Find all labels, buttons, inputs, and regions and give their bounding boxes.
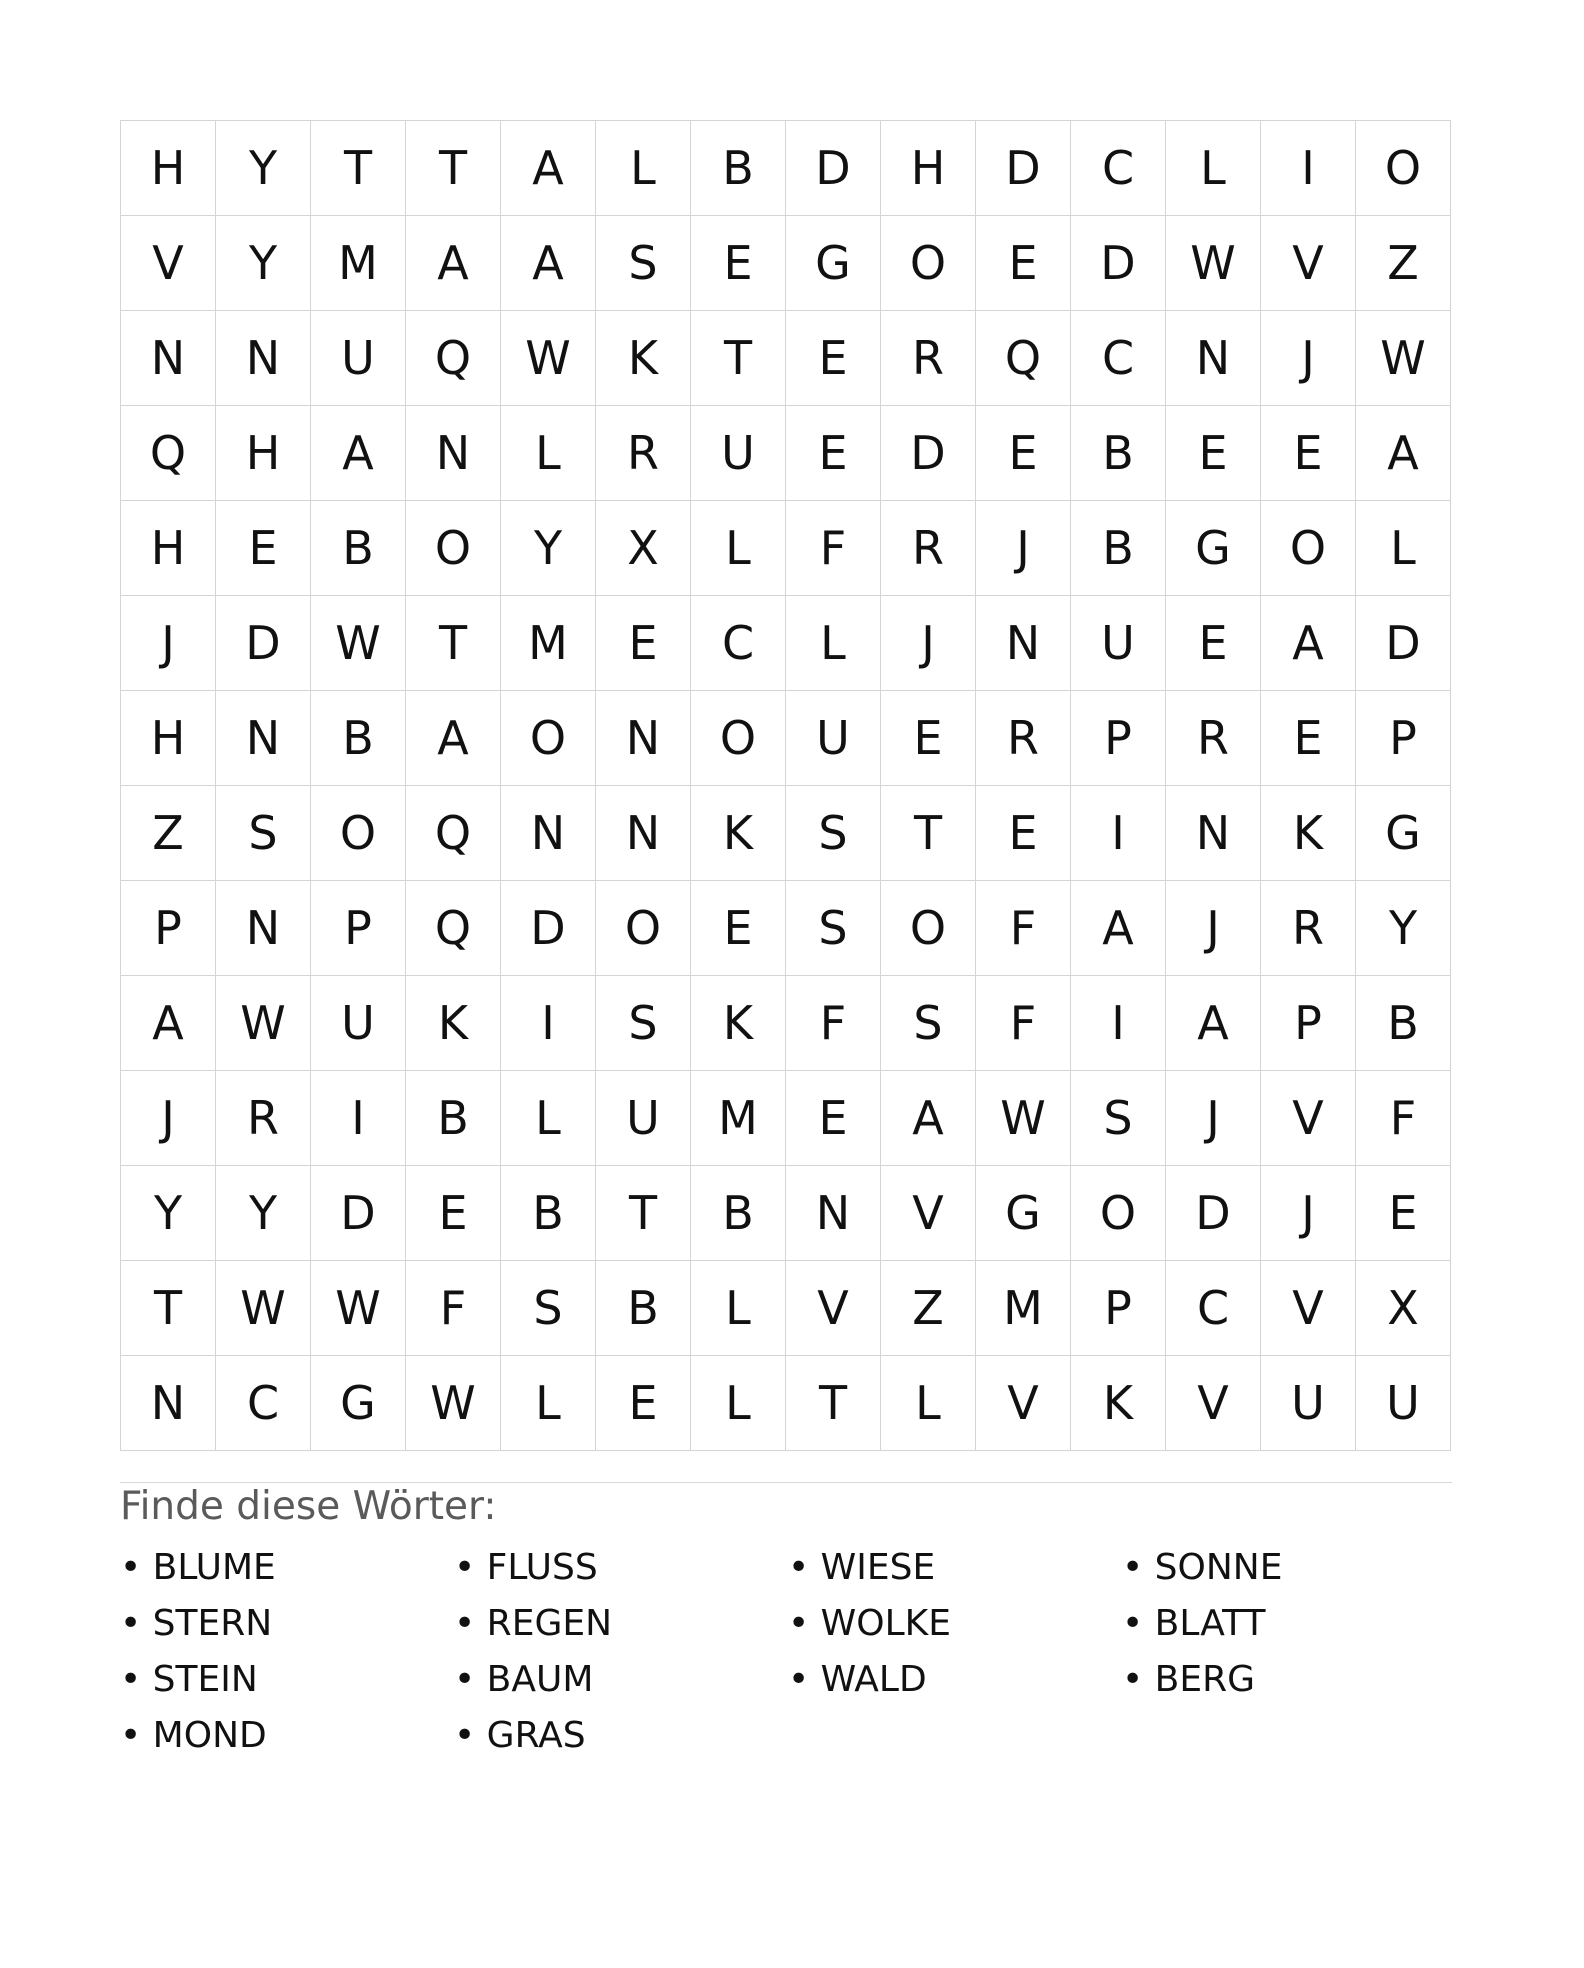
grid-cell[interactable]: B (691, 121, 786, 216)
grid-cell[interactable]: U (691, 406, 786, 501)
grid-cell[interactable]: T (881, 786, 976, 881)
grid-cell[interactable]: T (691, 311, 786, 406)
word-list-item: • BLUME (120, 1547, 276, 1588)
grid-cell[interactable]: J (1261, 1166, 1356, 1261)
word-list-item: • STEIN (120, 1659, 258, 1700)
grid-cell[interactable]: L (691, 1261, 786, 1356)
grid-cell[interactable]: I (1261, 121, 1356, 216)
grid-cell[interactable]: I (1071, 976, 1166, 1071)
grid-cell[interactable]: H (121, 691, 216, 786)
grid-cell[interactable]: H (121, 501, 216, 596)
grid-cell[interactable]: N (596, 691, 691, 786)
grid-cell[interactable]: S (881, 976, 976, 1071)
word-list-item: • BLATT (1122, 1603, 1266, 1644)
grid-cell[interactable]: B (1071, 406, 1166, 501)
grid-cell[interactable]: L (881, 1356, 976, 1451)
grid-cell[interactable]: V (1261, 1071, 1356, 1166)
grid-cell[interactable]: Y (501, 501, 596, 596)
grid-cell[interactable]: M (501, 596, 596, 691)
grid-cell[interactable]: N (501, 786, 596, 881)
grid-cell[interactable]: E (406, 1166, 501, 1261)
grid-cell[interactable]: Q (406, 881, 501, 976)
grid-cell[interactable]: U (311, 311, 406, 406)
grid-cell[interactable]: S (596, 976, 691, 1071)
grid-cell[interactable]: N (786, 1166, 881, 1261)
grid-cell[interactable]: C (691, 596, 786, 691)
word-list-item: • BAUM (454, 1659, 594, 1700)
grid-cell[interactable]: P (1071, 691, 1166, 786)
grid-cell[interactable]: N (121, 311, 216, 406)
grid-cell[interactable]: W (311, 596, 406, 691)
grid-cell[interactable]: Q (121, 406, 216, 501)
grid-cell[interactable]: J (1166, 1071, 1261, 1166)
word-list-item: • STERN (120, 1603, 273, 1644)
grid-cell[interactable]: F (976, 976, 1071, 1071)
grid-cell[interactable]: J (1261, 311, 1356, 406)
grid-cell[interactable]: E (1356, 1166, 1451, 1261)
grid-cell[interactable]: G (976, 1166, 1071, 1261)
grid-cell[interactable]: Y (216, 121, 311, 216)
grid-cell[interactable]: N (1166, 786, 1261, 881)
grid-cell[interactable]: D (501, 881, 596, 976)
grid-cell[interactable]: M (976, 1261, 1071, 1356)
word-list-item: • REGEN (454, 1603, 613, 1644)
grid-cell[interactable]: J (121, 1071, 216, 1166)
grid-cell[interactable]: G (1356, 786, 1451, 881)
grid-cell[interactable]: N (216, 311, 311, 406)
grid-cell[interactable]: P (121, 881, 216, 976)
grid-cell[interactable]: O (1356, 121, 1451, 216)
grid-cell[interactable]: R (216, 1071, 311, 1166)
grid-cell[interactable]: O (881, 216, 976, 311)
grid-cell[interactable]: Z (121, 786, 216, 881)
grid-cell[interactable]: B (501, 1166, 596, 1261)
grid-cell[interactable]: F (406, 1261, 501, 1356)
grid-cell[interactable]: R (976, 691, 1071, 786)
grid-cell[interactable]: Q (406, 786, 501, 881)
grid-cell[interactable]: O (596, 881, 691, 976)
grid-cell[interactable]: S (501, 1261, 596, 1356)
grid-cell[interactable]: E (691, 881, 786, 976)
grid-cell[interactable]: O (501, 691, 596, 786)
grid-cell[interactable]: W (216, 1261, 311, 1356)
grid-cell[interactable]: L (501, 406, 596, 501)
grid-cell[interactable]: E (1166, 596, 1261, 691)
grid-cell[interactable]: Y (216, 216, 311, 311)
grid-cell[interactable]: R (596, 406, 691, 501)
grid-cell[interactable]: L (501, 1356, 596, 1451)
grid-cell[interactable]: L (691, 1356, 786, 1451)
word-list-item: • GRAS (454, 1715, 586, 1756)
grid-cell[interactable]: N (1166, 311, 1261, 406)
grid-cell[interactable]: C (216, 1356, 311, 1451)
grid-cell[interactable]: B (1356, 976, 1451, 1071)
grid-cell[interactable]: J (881, 596, 976, 691)
grid-cell[interactable]: D (1356, 596, 1451, 691)
grid-cell[interactable]: E (976, 786, 1071, 881)
grid-cell[interactable]: R (1261, 881, 1356, 976)
grid-cell[interactable]: A (406, 216, 501, 311)
word-list-title: Finde diese Wörter: (120, 1484, 497, 1529)
word-list-item: • WIESE (788, 1547, 936, 1588)
grid-cell[interactable]: D (786, 121, 881, 216)
grid-cell[interactable]: C (1166, 1261, 1261, 1356)
grid-cell[interactable]: A (1071, 881, 1166, 976)
word-list (120, 1540, 1456, 1764)
grid-cell[interactable]: K (406, 976, 501, 1071)
grid-cell[interactable]: G (1166, 501, 1261, 596)
grid-cell[interactable]: T (786, 1356, 881, 1451)
grid-cell[interactable]: U (1261, 1356, 1356, 1451)
grid-cell[interactable]: F (1356, 1071, 1451, 1166)
grid-cell[interactable]: X (596, 501, 691, 596)
word-list-item: • WALD (788, 1659, 927, 1700)
grid-cell[interactable]: E (596, 1356, 691, 1451)
grid-cell[interactable]: S (596, 216, 691, 311)
grid-cell[interactable]: K (691, 786, 786, 881)
grid-cell[interactable]: R (881, 311, 976, 406)
grid-cell[interactable]: J (121, 596, 216, 691)
grid-cell[interactable]: B (596, 1261, 691, 1356)
grid-cell[interactable]: Q (976, 311, 1071, 406)
grid-cell[interactable]: F (976, 881, 1071, 976)
word-list-item: • FLUSS (454, 1547, 598, 1588)
grid-cell[interactable]: E (1261, 691, 1356, 786)
grid-cell[interactable]: N (216, 691, 311, 786)
grid-cell[interactable]: U (1356, 1356, 1451, 1451)
grid-cell[interactable]: U (596, 1071, 691, 1166)
word-list-item: • BERG (1122, 1659, 1256, 1700)
grid-cell[interactable]: F (786, 501, 881, 596)
grid-cell[interactable]: D (976, 121, 1071, 216)
grid-cell[interactable]: Y (216, 1166, 311, 1261)
grid-cell[interactable]: O (691, 691, 786, 786)
grid-cell[interactable]: B (311, 691, 406, 786)
grid-cell[interactable]: E (976, 216, 1071, 311)
grid-cell[interactable]: K (691, 976, 786, 1071)
grid-cell[interactable]: U (1071, 596, 1166, 691)
grid-cell[interactable]: N (216, 881, 311, 976)
grid-cell[interactable]: I (501, 976, 596, 1071)
grid-cell[interactable]: D (881, 406, 976, 501)
grid-cell[interactable]: A (501, 121, 596, 216)
grid-cell[interactable]: U (786, 691, 881, 786)
divider (120, 1482, 1452, 1483)
grid-cell[interactable]: J (976, 501, 1071, 596)
grid-cell[interactable]: T (311, 121, 406, 216)
grid-cell[interactable]: E (691, 216, 786, 311)
grid-cell[interactable]: V (976, 1356, 1071, 1451)
grid-cell[interactable]: Y (121, 1166, 216, 1261)
grid-cell[interactable]: D (311, 1166, 406, 1261)
grid-cell[interactable]: O (311, 786, 406, 881)
grid-cell[interactable]: V (786, 1261, 881, 1356)
grid-cell[interactable]: A (501, 216, 596, 311)
grid-cell[interactable]: D (1071, 216, 1166, 311)
grid-cell[interactable]: W (216, 976, 311, 1071)
grid-cell[interactable]: I (311, 1071, 406, 1166)
grid-cell[interactable]: D (216, 596, 311, 691)
grid-cell[interactable]: A (1356, 406, 1451, 501)
grid-cell[interactable]: W (1356, 311, 1451, 406)
grid-cell[interactable]: L (786, 596, 881, 691)
grid-cell[interactable]: W (501, 311, 596, 406)
grid-cell[interactable]: Z (1356, 216, 1451, 311)
grid-cell[interactable]: L (1356, 501, 1451, 596)
grid-cell[interactable]: B (1071, 501, 1166, 596)
grid-cell[interactable]: B (691, 1166, 786, 1261)
grid-cell[interactable]: L (501, 1071, 596, 1166)
grid-cell[interactable]: N (406, 406, 501, 501)
grid-cell[interactable]: E (881, 691, 976, 786)
grid-cell[interactable]: S (786, 881, 881, 976)
grid-cell[interactable]: A (881, 1071, 976, 1166)
grid-cell[interactable]: V (121, 216, 216, 311)
letter-grid (120, 120, 1451, 1451)
grid-cell[interactable]: B (311, 501, 406, 596)
grid-cell[interactable]: Q (406, 311, 501, 406)
grid-cell[interactable]: K (596, 311, 691, 406)
grid-cell[interactable]: N (121, 1356, 216, 1451)
grid-cell[interactable]: J (1166, 881, 1261, 976)
grid-cell[interactable]: W (1166, 216, 1261, 311)
grid-cell[interactable]: L (1166, 121, 1261, 216)
grid-cell[interactable]: R (881, 501, 976, 596)
grid-cell[interactable]: M (311, 216, 406, 311)
grid-cell[interactable]: B (406, 1071, 501, 1166)
grid-cell[interactable]: G (786, 216, 881, 311)
grid-cell[interactable]: Y (1356, 881, 1451, 976)
grid-cell[interactable]: A (1166, 976, 1261, 1071)
grid-cell[interactable]: E (1261, 406, 1356, 501)
grid-cell[interactable]: H (216, 406, 311, 501)
grid-cell[interactable]: W (406, 1356, 501, 1451)
grid-cell[interactable]: E (1166, 406, 1261, 501)
grid-cell[interactable]: P (1261, 976, 1356, 1071)
grid-cell[interactable]: E (786, 1071, 881, 1166)
grid-cell[interactable]: V (1261, 1261, 1356, 1356)
grid-cell[interactable]: E (216, 501, 311, 596)
grid-cell[interactable]: M (691, 1071, 786, 1166)
grid-cell[interactable]: N (976, 596, 1071, 691)
grid-cell[interactable]: D (1166, 1166, 1261, 1261)
grid-cell[interactable]: S (1071, 1071, 1166, 1166)
grid-cell[interactable]: C (1071, 121, 1166, 216)
word-list-item: • SONNE (1122, 1547, 1283, 1588)
grid-cell[interactable]: X (1356, 1261, 1451, 1356)
grid-cell[interactable]: E (976, 406, 1071, 501)
grid-cell[interactable]: U (311, 976, 406, 1071)
grid-cell[interactable]: O (406, 501, 501, 596)
grid-cell[interactable]: N (596, 786, 691, 881)
grid-cell[interactable]: H (121, 121, 216, 216)
word-list-item: • WOLKE (788, 1603, 952, 1644)
grid-cell[interactable]: L (596, 121, 691, 216)
grid-cell[interactable]: L (691, 501, 786, 596)
grid-cell[interactable]: T (406, 121, 501, 216)
grid-cell[interactable]: V (1261, 216, 1356, 311)
grid-cell[interactable]: S (786, 786, 881, 881)
grid-cell[interactable]: W (976, 1071, 1071, 1166)
grid-cell[interactable]: T (121, 1261, 216, 1356)
grid-cell[interactable]: O (1071, 1166, 1166, 1261)
grid-cell[interactable]: A (311, 406, 406, 501)
grid-cell[interactable]: O (881, 881, 976, 976)
grid-cell[interactable]: E (786, 311, 881, 406)
grid-cell[interactable]: F (786, 976, 881, 1071)
grid-cell[interactable]: P (311, 881, 406, 976)
grid-cell[interactable]: K (1261, 786, 1356, 881)
grid-cell[interactable]: W (311, 1261, 406, 1356)
grid-cell[interactable]: E (786, 406, 881, 501)
grid-cell[interactable]: G (311, 1356, 406, 1451)
grid-cell[interactable]: P (1356, 691, 1451, 786)
grid-cell[interactable]: T (596, 1166, 691, 1261)
grid-cell[interactable]: Z (881, 1261, 976, 1356)
grid-cell[interactable]: C (1071, 311, 1166, 406)
grid-cell[interactable]: R (1166, 691, 1261, 786)
grid-cell[interactable]: I (1071, 786, 1166, 881)
grid-cell[interactable]: V (1166, 1356, 1261, 1451)
grid-cell[interactable]: O (1261, 501, 1356, 596)
grid-cell[interactable]: A (1261, 596, 1356, 691)
grid-cell[interactable]: V (881, 1166, 976, 1261)
grid-cell[interactable]: T (406, 596, 501, 691)
grid-cell[interactable]: K (1071, 1356, 1166, 1451)
grid-cell[interactable]: H (881, 121, 976, 216)
word-list-item: • MOND (120, 1715, 267, 1756)
grid-cell[interactable]: A (406, 691, 501, 786)
grid-cell[interactable]: A (121, 976, 216, 1071)
grid-cell[interactable]: P (1071, 1261, 1166, 1356)
grid-cell[interactable]: E (596, 596, 691, 691)
grid-cell[interactable]: S (216, 786, 311, 881)
